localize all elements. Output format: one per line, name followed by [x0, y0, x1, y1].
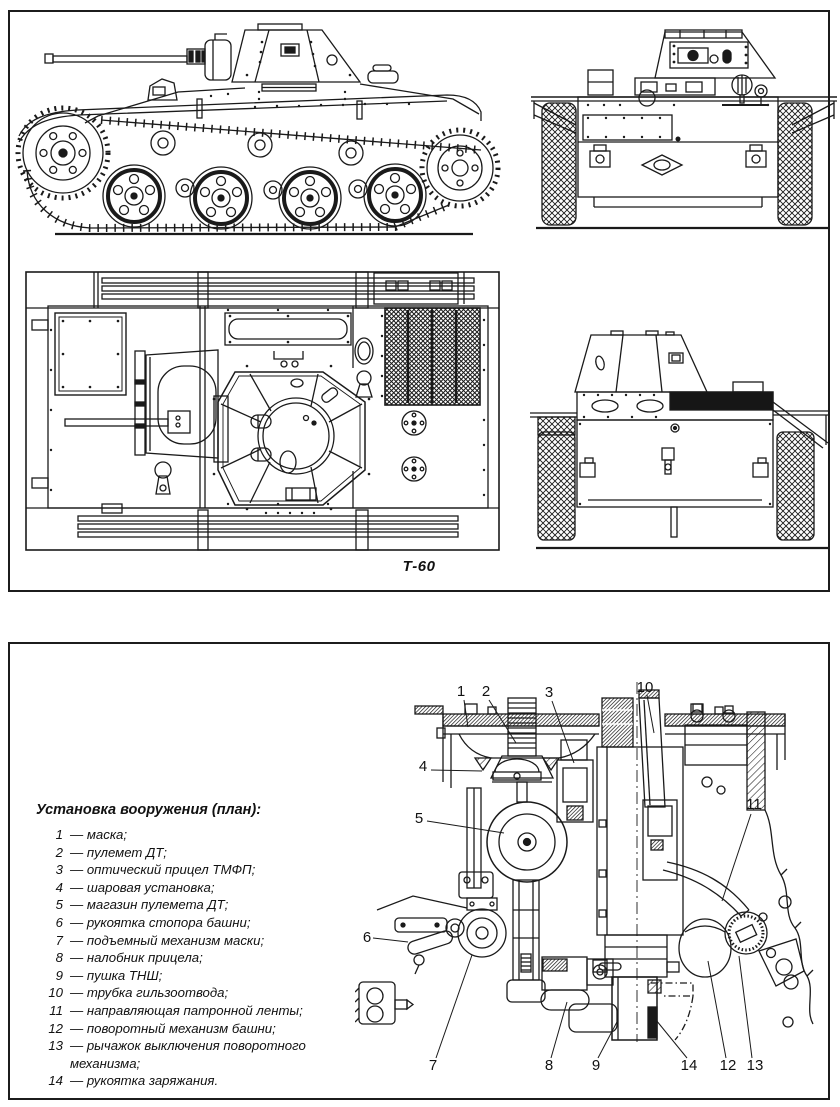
- legend-item: [36, 949, 358, 967]
- legend-item-number: 14: [48, 1073, 63, 1089]
- legend-item: [36, 967, 358, 985]
- legend-item-number: 1: [55, 827, 63, 842]
- legend-item-number: 9: [55, 967, 63, 983]
- callout-label: 3: [544, 684, 554, 701]
- callout-label: 12: [719, 1057, 737, 1074]
- callout-leader-lines: [373, 695, 752, 1058]
- callout-label: 11: [746, 796, 762, 813]
- callout-label: 8: [544, 1057, 554, 1074]
- callout-label: 7: [428, 1057, 438, 1074]
- weapon-installation-drawing: [355, 670, 820, 1090]
- legend-item: [36, 1002, 358, 1020]
- legend-item-number: 11: [49, 1002, 63, 1018]
- side-hull-group: [19, 24, 481, 142]
- legend: [36, 802, 358, 1090]
- legend-item-number: 4: [55, 879, 63, 895]
- legend-item-text: — шаровая установка;: [70, 879, 215, 895]
- t60-views-panel: [8, 10, 830, 592]
- legend-title: Установка вооружения (план):: [36, 802, 262, 818]
- road-wheel: [190, 167, 252, 229]
- legend-item-text: — рукоятка заряжания.: [70, 1073, 219, 1089]
- side-running-gear-group: [18, 108, 498, 234]
- legend-item-text: — трубка гильзоотвода;: [70, 985, 229, 1001]
- legend-item: [36, 896, 358, 914]
- legend-item: [36, 984, 358, 1002]
- legend-item: [36, 861, 358, 879]
- legend-item-number: 8: [55, 950, 63, 966]
- legend-item-number: 7: [55, 932, 63, 948]
- cutaway-structure-group: [355, 682, 813, 1042]
- rear-view-group: [530, 331, 830, 548]
- legend-item-number: 13: [48, 1038, 63, 1054]
- legend-item-text: — рукоятка стопора башни;: [70, 914, 251, 930]
- callout-label: 13: [746, 1057, 764, 1074]
- callout-label: 2: [481, 683, 491, 700]
- legend-item-text: — оптический прицел ТМФП;: [70, 862, 256, 878]
- weapon-installation-panel: [8, 642, 830, 1100]
- legend-item-number: 5: [55, 897, 63, 913]
- callout-label: 6: [362, 929, 372, 946]
- tank-front-view-drawing: [528, 27, 840, 237]
- figure-caption: Т-60: [402, 558, 436, 575]
- legend-item-text: — магазин пулемета ДТ;: [70, 897, 229, 913]
- front-view-group: [531, 30, 837, 228]
- callout-label: 1: [456, 683, 466, 700]
- callout-label: 5: [414, 810, 424, 827]
- legend-item-text: — налобник прицела;: [70, 950, 203, 966]
- legend-item: [36, 914, 358, 932]
- legend-item-text: — подъемный механизм маски;: [70, 932, 265, 948]
- legend-item-number: 2: [55, 844, 63, 860]
- legend-item-text: — поворотный механизм башни;: [70, 1020, 276, 1036]
- legend-list: [36, 826, 358, 1090]
- tank-rear-view-drawing: [528, 328, 840, 560]
- road-wheel: [279, 167, 341, 229]
- callout-label: 9: [591, 1057, 601, 1074]
- legend-item: [36, 1020, 358, 1038]
- legend-item-text: — направляющая патронной ленты;: [70, 1002, 303, 1018]
- legend-item-number: 10: [48, 985, 63, 1001]
- road-wheel: [103, 165, 165, 227]
- legend-item-text: — маска;: [70, 827, 128, 842]
- tank-plan-view-drawing: [18, 260, 513, 554]
- road-wheel: [364, 164, 426, 226]
- legend-item: [36, 879, 358, 897]
- callout-label: 14: [680, 1057, 698, 1074]
- legend-item: [36, 826, 358, 844]
- legend-item: [36, 1072, 358, 1090]
- legend-item-text: — пушка ТНШ;: [70, 967, 163, 983]
- plan-view-group: [26, 272, 499, 550]
- legend-item-number: 3: [55, 862, 63, 878]
- callout-label: 10: [636, 679, 654, 696]
- legend-item-text: — рычажок выключения поворотного механизма;: [70, 1038, 306, 1071]
- legend-item: [36, 932, 358, 950]
- legend-item-number: 12: [48, 1020, 63, 1036]
- tank-side-view-drawing: [15, 20, 510, 262]
- callout-label: 4: [418, 758, 428, 775]
- legend-item: [36, 1037, 358, 1072]
- legend-item: [36, 844, 358, 862]
- legend-item-number: 6: [55, 914, 63, 930]
- legend-item-text: — пулемет ДТ;: [70, 844, 167, 860]
